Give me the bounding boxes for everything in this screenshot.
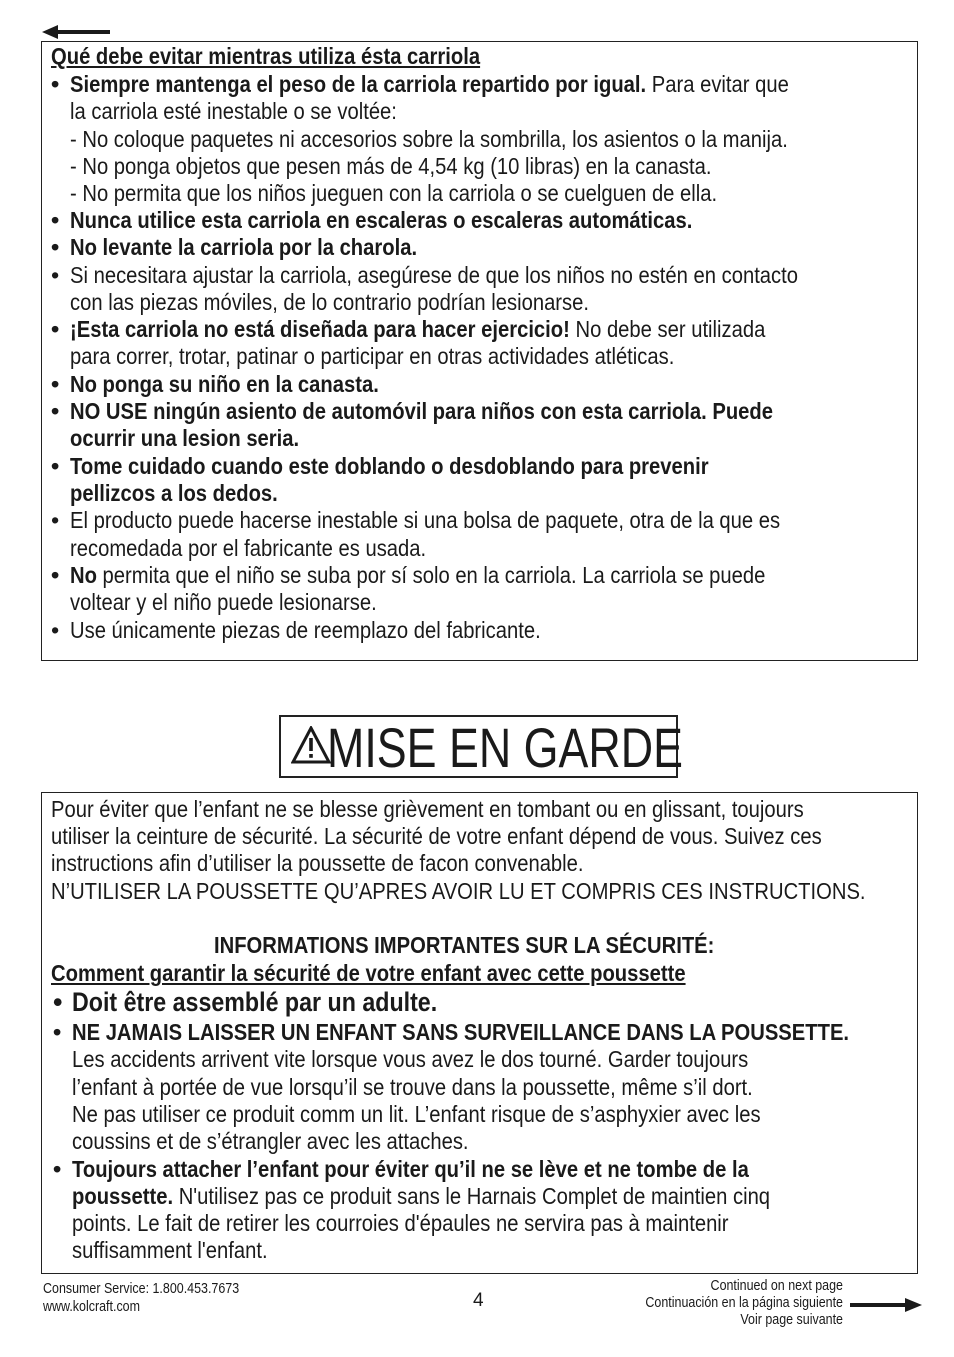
spanish-item-4-line-2: con las piezas móviles, de lo contrario podrían lesionarse.: [70, 289, 589, 315]
french-intro-line-4: N’UTILISER LA POUSSETTE QU’APRES AVOIR LU ET COMPRIS CES INSTRUCTIONS.: [51, 878, 866, 904]
spanish-item-5-line-2: para correr, trotar, patinar o participar en otras actividades atléticas.: [70, 343, 675, 369]
bullet: •: [51, 371, 60, 397]
french-info-heading: INFORMATIONS IMPORTANTES SUR LA SÉCURITÉ:: [214, 932, 715, 958]
continued-fr: Voir page suivante: [740, 1312, 843, 1328]
warning-triangle-icon: [291, 726, 331, 764]
spanish-item-4: Si necesitara ajustar la carriola, asegúrese de que los niños no estén en contacto: [70, 262, 799, 288]
spanish-item-2: Nunca utilice esta carriola en escaleras o escaleras automáticas.: [70, 207, 693, 233]
french-item-3-line-2: poussette. N'utilisez pas ce produit sans le Harnais Complet de maintien cinq: [72, 1183, 771, 1209]
spanish-item-11: Use únicamente piezas de reemplazo del fabricante.: [70, 617, 541, 643]
bullet: •: [51, 234, 60, 260]
bullet: •: [51, 398, 60, 424]
bullet: •: [53, 1156, 62, 1182]
bullet: •: [51, 316, 60, 342]
bullet: •: [51, 453, 60, 479]
spanish-heading: Qué debe evitar mientras utiliza ésta carriola: [51, 43, 481, 69]
spanish-item-1-line-2: la carriola esté inestable o se voltée:: [70, 98, 397, 124]
spanish-item-9-line-2: recomedada por el fabricante es usada.: [70, 535, 427, 561]
bullet: •: [51, 507, 60, 533]
french-intro-line-3: instructions afin d’utiliser la poussette de facon convenable.: [51, 850, 584, 876]
french-item-2: NE JAMAIS LAISSER UN ENFANT SANS SURVEILLANCE DANS LA POUSSETTE.: [72, 1019, 850, 1045]
bullet: •: [51, 562, 60, 588]
french-item-2-line-4: Ne pas utiliser ce produit comm un lit. L’enfant risque de s’asphyxier avec les: [72, 1101, 761, 1127]
continued-block: [560, 1278, 843, 1329]
spanish-sub-item-3: - No permita que los niños jueguen con la carriola o se cuelguen de ella.: [70, 180, 718, 206]
bullet: •: [53, 1019, 62, 1045]
spanish-item-6: No ponga su niño en la canasta.: [70, 371, 379, 397]
french-item-3-line-4: suffisamment l'enfant.: [72, 1237, 268, 1263]
continued-es: Continuación en la página siguiente: [645, 1295, 843, 1311]
french-item-2-line-3: l’enfant à portée de vue lorsqu’il se trouve dans la poussette, même s’il dort.: [72, 1074, 753, 1100]
bullet: •: [51, 71, 60, 97]
spanish-item-7: NO USE ningún asiento de automóvil para niños con esta carriola. Puede: [70, 398, 774, 424]
bullet: •: [51, 262, 60, 288]
bullet: •: [51, 207, 60, 233]
french-item-3-line-3: points. Le fait de retirer les courroies d'épaules ne servira pas à maintenir: [72, 1210, 729, 1236]
spanish-item-9: El producto puede hacerse inestable si una bolsa de paquete, otra de la que es: [70, 507, 781, 533]
spanish-sub-item-1: - No coloque paquetes ni accesorios sobre la sombrilla, los asientos o la manija.: [70, 126, 788, 152]
french-item-1: Doit être assemblé par un adulte.: [72, 987, 438, 1017]
bullet: •: [53, 987, 63, 1017]
warning-title: MISE EN GARDE: [327, 716, 683, 779]
spanish-item-10-line-2: voltear y el niño puede lesionarse.: [70, 589, 377, 615]
french-intro-line-2: utiliser la ceinture de sécurité. La sécurité de votre enfant dépend de vous. Suivez ces: [51, 823, 822, 849]
spanish-item-8: Tome cuidado cuando este doblando o desdoblando para prevenir: [70, 453, 709, 479]
bullet: •: [51, 617, 60, 643]
spanish-item-5: ¡Esta carriola no está diseñada para hacer ejercicio! No debe ser utilizada: [70, 316, 766, 342]
spanish-item-7-line-2: ocurrir una lesion seria.: [70, 425, 300, 451]
back-arrow-icon: [42, 24, 112, 40]
page-number: 4: [473, 1290, 484, 1311]
french-item-2-line-2: Les accidents arrivent vite lorsque vous avez le dos tourné. Garder toujours: [72, 1046, 749, 1072]
website-link[interactable]: www.kolcraft.com: [43, 1299, 141, 1315]
consumer-service: Consumer Service: 1.800.453.7673: [43, 1281, 240, 1297]
spanish-item-8-line-2: pellizcos a los dedos.: [70, 480, 278, 506]
french-item-2-line-5: coussins et de s’étrangler avec les attaches.: [72, 1128, 469, 1154]
spanish-item-10: No permita que el niño se suba por sí solo en la carriola. La carriola se puede: [70, 562, 766, 588]
next-page-arrow-icon[interactable]: [850, 1297, 922, 1313]
spanish-item-3: No levante la carriola por la charola.: [70, 234, 418, 260]
continued-en: Continued on next page: [710, 1278, 843, 1294]
spanish-item-1: Siempre mantenga el peso de la carriola repartido por igual. Para evitar que: [70, 71, 789, 97]
french-intro-line-1: Pour éviter que l’enfant ne se blesse grièvement en tombant ou en glissant, toujours: [51, 796, 804, 822]
spanish-sub-item-2: - No ponga objetos que pesen más de 4,54 kg (10 libras) en la canasta.: [70, 153, 712, 179]
french-subheading: Comment garantir la sécurité de votre enfant avec cette poussette: [51, 960, 686, 986]
french-item-3: Toujours attacher l’enfant pour éviter qu’il ne se lève et ne tombe de la: [72, 1156, 749, 1182]
warning-title-box: [279, 715, 683, 779]
